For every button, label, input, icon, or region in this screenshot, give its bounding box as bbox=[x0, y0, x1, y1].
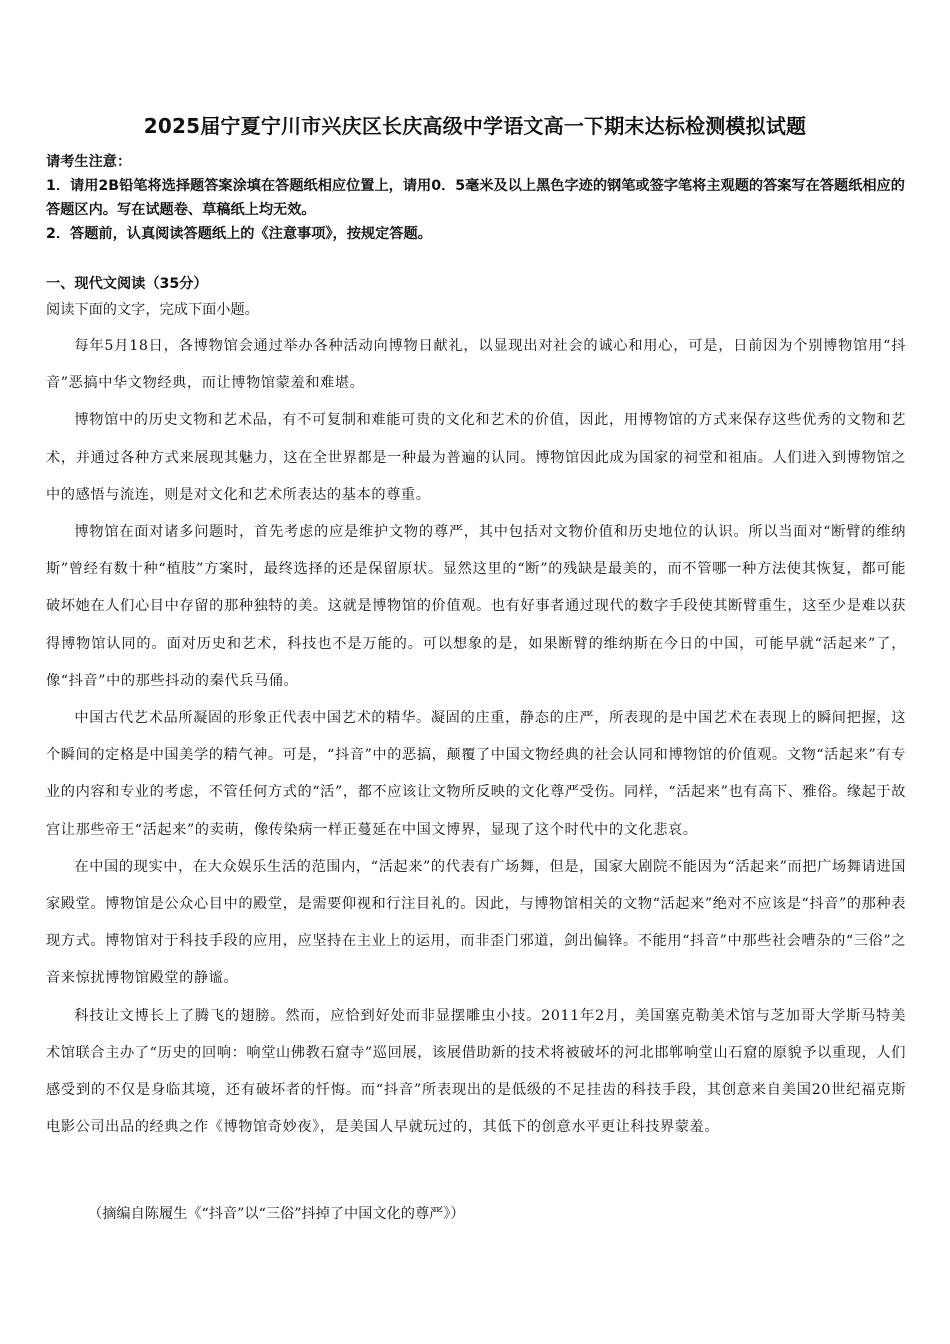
passage-paragraph-5: 在中国的现实中，在大众娱乐生活的范围内，“活起来”的代表有广场舞，但是，国家大剧院不能因为“活起来”而把广场舞请进国家殿堂。博物馆是公众心目中的殿堂，是需要仰视和行注目礼的。因此，与博物馆相关的文物“活起来”绝对不应该是“抖音”的那种表现方式。博物馆对于科技手段的应用，应坚持在主业上的运用，而非歪门邪道，剑出偏锋。不能用“抖音”中那些社会嘈杂的“三俗”之音来惊扰博物馆殿堂的静谧。 bbox=[46, 858, 906, 987]
notice-heading: 请考生注意： bbox=[46, 154, 132, 170]
reading-passage bbox=[46, 328, 906, 1146]
passage-source: （摘编自陈履生《“抖音”以“三俗”抖掉了中国文化的尊严》） bbox=[88, 1206, 465, 1222]
passage-paragraph-3: 博物馆在面对诸多问题时，首先考虑的应是维护文物的尊严，其中包括对文物价值和历史地位的认识。所以当面对“断臂的维纳斯”曾经有数十种“植肢”方案时，最终选择的还是保留原状。显然这里的“断”的残缺是最美的，而不管哪一种方法使其恢复，都可能破坏她在人们心目中存留的那种独特的美。这就是博物馆的价值观。也有好事者通过现代的数字手段使其断臂重生，这至少是难以获得博物馆认同的。面对历史和艺术，科技也不是万能的。可以想象的是，如果断臂的维纳斯在今日的中国，可能早就“活起来”了，像“抖音”中的那些抖动的秦代兵马俑。 bbox=[46, 524, 906, 689]
passage-paragraph-4: 中国古代艺术品所凝固的形象正代表中国艺术的精华。凝固的庄重，静态的庄严，所表现的是中国艺术在表现上的瞬间把握，这个瞬间的定格是中国美学的精气神。可是，“抖音”中的恶搞，颠覆了中国文物经典的社会认同和博物馆的价值观。文物“活起来”有专业的内容和专业的考虑，不管任何方式的“活”，都不应该让文物所反映的文化尊严受伤。同样，“活起来”也有高下、雅俗。缘起于故宫让那些帝王“活起来”的卖萌，像传染病一样正蔓延在中国文博界，显现了这个时代中的文化悲哀。 bbox=[46, 710, 906, 838]
passage-paragraph-2: 博物馆中的历史文物和艺术品，有不可复制和难能可贵的文化和艺术的价值，因此，用博物馆的方式来保存这些优秀的文物和艺术，并通过各种方式来展现其魅力，这在全世界都是一种最为普遍的认同。博物馆因此成为国家的祠堂和祖庙。人们进入到博物馆之中的感悟与流连，则是对文化和艺术所表达的基本的尊重。 bbox=[46, 412, 906, 503]
passage-paragraph-6: 科技让文博长上了腾飞的翅膀。然而，应恰到好处而非显摆雕虫小技。2011年2月，美国塞克勒美术馆与芝加哥大学斯马特美术馆联合主办了“历史的回响：响堂山佛教石窟寺”巡回展，该展借助新的技术将被破坏的河北邯郸响堂山石窟的原貌予以重现，人们感受到的不仅是身临其境，还有破坏者的忏悔。而“抖音”所表现出的是低级的不足挂齿的科技手段，其创意来自美国20世纪福克斯电影公司出品的经典之作《博物馆奇妙夜》，是美国人早就玩过的，其低下的创意水平更让科技界蒙羞。 bbox=[46, 1007, 906, 1136]
notice-block bbox=[46, 150, 906, 246]
reading-instruction: 阅读下面的文字，完成下面小题。 bbox=[46, 302, 259, 318]
notice-item-2: 2．答题前，认真阅读答题纸上的《注意事项》，按规定答题。 bbox=[46, 226, 432, 242]
passage-paragraph-1: 每年5月18日，各博物馆会通过举办各种活动向博物日献礼，以显现出对社会的诚心和用心，可是，日前因为个别博物馆用“抖音”恶搞中华文物经典，而让博物馆蒙羞和难堪。 bbox=[46, 338, 906, 392]
notice-item-1: 1．请用2B铅笔将选择题答案涂填在答题纸相应位置上，请用0．5毫米及以上黑色字迹的钢笔或签字笔将主观题的答案写在答题纸相应的答题区内。写在试题卷、草稿纸上均无效。 bbox=[46, 178, 905, 218]
exam-title: 2025届宁夏宁川市兴庆区长庆高级中学语文高一下期末达标检测模拟试题 bbox=[143, 114, 807, 138]
section-heading: 一、现代文阅读（35分） bbox=[46, 276, 208, 292]
